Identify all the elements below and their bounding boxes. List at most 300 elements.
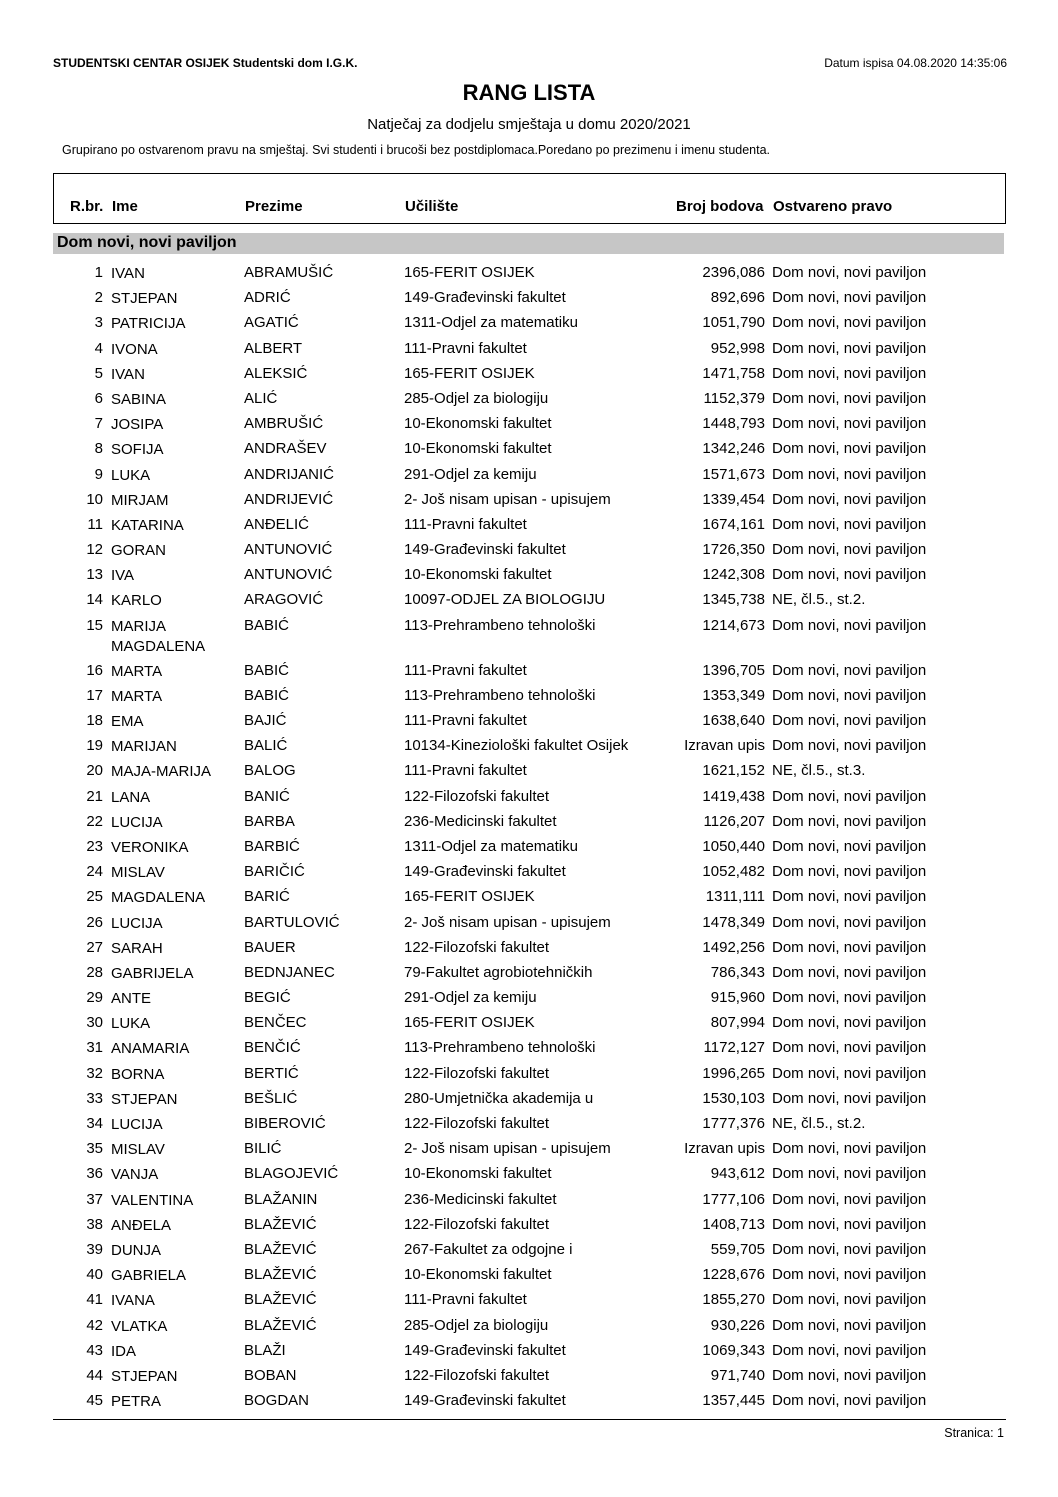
page-number: Stranica: 1 [944, 1426, 1004, 1440]
cell-ime: ANTE [111, 990, 152, 1008]
cell-ime: VLATKA [111, 1317, 168, 1335]
cell-prezime: ANTUNOVIĆ [244, 541, 333, 559]
table-row [0, 565, 1058, 590]
cell-pravo: Dom novi, novi paviljon [772, 1215, 927, 1233]
cell-ime: GORAN [111, 542, 167, 560]
cell-ime: LUCIJA [111, 1116, 163, 1133]
table-row [0, 439, 1058, 464]
cell-rbr: 3 [94, 314, 103, 332]
cell-pravo: Dom novi, novi paviljon [772, 389, 927, 407]
cell-uciliste: 111-Pravni fakultet [404, 515, 527, 533]
cell-pravo: Dom novi, novi paviljon [772, 364, 927, 382]
cell-prezime: BABIĆ [244, 661, 290, 679]
cell-rbr: 16 [86, 661, 103, 679]
table-row [0, 1391, 1058, 1416]
cell-pravo: Dom novi, novi paviljon [772, 339, 927, 357]
cell-ime: MARIJA MAGDALENA [111, 617, 206, 655]
cell-pravo: Dom novi, novi paviljon [772, 541, 927, 559]
cell-bodovi: 1051,790 [702, 314, 765, 332]
cell-rbr: 25 [86, 888, 103, 906]
column-header-rbr: R.br. [70, 198, 104, 215]
cell-prezime: BALOG [244, 762, 296, 780]
cell-rbr: 5 [94, 364, 103, 382]
cell-pravo: Dom novi, novi paviljon [772, 440, 927, 458]
cell-ime: MARTA [111, 687, 163, 705]
cell-ime: MARIJAN [111, 738, 177, 756]
cell-ime: LUCIJA [111, 813, 163, 831]
cell-bodovi: 1448,793 [702, 415, 765, 433]
institution-header: STUDENTSKI CENTAR OSIJEK Studentski dom I.G.K. [53, 56, 358, 70]
cell-rbr: 24 [86, 863, 103, 881]
cell-uciliste: 113-Prehrambeno tehnološki [404, 686, 596, 704]
cell-ime: VERONIKA [111, 838, 189, 856]
cell-uciliste: 149-Građevinski fakultet [404, 1392, 566, 1410]
cell-uciliste: 236-Medicinski fakultet [404, 1190, 557, 1208]
table-row [0, 1190, 1058, 1215]
cell-prezime: BANIĆ [244, 787, 290, 805]
cell-pravo: Dom novi, novi paviljon [772, 1291, 927, 1309]
cell-pravo: Dom novi, novi paviljon [772, 913, 927, 931]
table-row [0, 1341, 1058, 1366]
cell-uciliste: 10-Ekonomski fakultet [404, 1266, 552, 1284]
table-row [0, 313, 1058, 338]
table-row [0, 339, 1058, 364]
cell-uciliste: 122-Filozofski fakultet [404, 1366, 550, 1384]
cell-pravo: Dom novi, novi paviljon [772, 1240, 927, 1258]
table-row [0, 465, 1058, 490]
cell-uciliste: 113-Prehrambeno tehnološki [404, 1039, 596, 1057]
table-row [0, 913, 1058, 938]
cell-ime: MARTA [111, 662, 163, 680]
cell-bodovi: Izravan upis [684, 737, 765, 755]
cell-uciliste: 10097-ODJEL ZA BIOLOGIJU [404, 591, 606, 609]
group-title: Dom novi, novi paviljon [57, 234, 237, 251]
table-row [0, 1038, 1058, 1063]
cell-bodovi: 1069,343 [702, 1341, 765, 1359]
cell-uciliste: 291-Odjel za kemiju [404, 465, 537, 483]
cell-bodovi: 1996,265 [702, 1064, 765, 1082]
cell-prezime: ANDRAŠEV [244, 440, 327, 458]
cell-ime: ANAMARIA [111, 1040, 190, 1058]
table-row [0, 590, 1058, 615]
cell-prezime: BARBIĆ [244, 837, 300, 855]
cell-rbr: 45 [86, 1392, 103, 1410]
cell-rbr: 22 [86, 812, 103, 830]
table-row [0, 988, 1058, 1013]
cell-ime: IVANA [111, 1292, 155, 1310]
cell-prezime: BEDNJANEC [244, 963, 335, 981]
cell-uciliste: 10134-Kineziološki fakultet Osijek [404, 737, 629, 755]
cell-prezime: BLAŽEVIĆ [244, 1316, 317, 1334]
cell-prezime: AGATIĆ [244, 314, 299, 332]
page-description: Grupirano po ostvarenom pravu na smještaj. Svi studenti i brucoši bez postdiplomaca.Poredano po prezimenu i imenu studenta. [62, 143, 771, 157]
cell-pravo: Dom novi, novi paviljon [772, 1392, 927, 1410]
cell-pravo: Dom novi, novi paviljon [772, 661, 927, 679]
cell-prezime: BIBEROVIĆ [244, 1115, 326, 1132]
cell-bodovi: 915,960 [710, 989, 765, 1007]
cell-pravo: Dom novi, novi paviljon [772, 863, 927, 881]
table-row [0, 761, 1058, 786]
cell-bodovi: 1214,673 [702, 616, 765, 634]
cell-pravo: Dom novi, novi paviljon [772, 712, 927, 729]
cell-rbr: 23 [86, 837, 103, 855]
cell-rbr: 4 [94, 339, 103, 357]
column-header-prezime: Prezime [245, 198, 303, 215]
cell-prezime: BEŠLIĆ [244, 1089, 298, 1107]
cell-rbr: 10 [86, 490, 103, 508]
cell-uciliste: 2- Još nisam upisan - upisujem [404, 1140, 611, 1158]
cell-prezime: BLAGOJEVIĆ [244, 1165, 339, 1183]
cell-prezime: BARIĆ [244, 888, 290, 906]
cell-ime: BORNA [111, 1065, 165, 1083]
cell-pravo: Dom novi, novi paviljon [772, 415, 927, 433]
cell-prezime: BLAŽANIN [244, 1190, 318, 1208]
cell-rbr: 33 [86, 1089, 103, 1107]
cell-prezime: ALBERT [244, 339, 303, 357]
group-heading [53, 233, 1004, 254]
table-row [0, 515, 1058, 540]
cell-pravo: Dom novi, novi paviljon [772, 1165, 927, 1183]
cell-bodovi: 1408,713 [702, 1215, 765, 1233]
cell-uciliste: 285-Odjel za biologiju [404, 389, 549, 407]
cell-pravo: NE, čl.5., st.2. [772, 1115, 866, 1132]
table-row [0, 938, 1058, 963]
cell-rbr: 12 [86, 541, 103, 559]
cell-bodovi: 1621,152 [702, 762, 765, 780]
cell-bodovi: 1345,738 [702, 591, 765, 609]
cell-bodovi: 1357,445 [702, 1392, 765, 1410]
cell-prezime: AMBRUŠIĆ [244, 415, 324, 433]
cell-uciliste: 111-Pravni fakultet [404, 661, 527, 679]
table-row [0, 263, 1058, 288]
cell-ime: SOFIJA [111, 441, 164, 459]
table-row [0, 1164, 1058, 1189]
table-row [0, 490, 1058, 515]
cell-uciliste: 122-Filozofski fakultet [404, 1064, 550, 1082]
cell-pravo: Dom novi, novi paviljon [772, 264, 927, 281]
cell-rbr: 27 [86, 938, 103, 956]
table-row [0, 686, 1058, 711]
cell-rbr: 38 [86, 1215, 103, 1233]
cell-rbr: 2 [94, 289, 103, 307]
cell-rbr: 42 [86, 1316, 103, 1334]
cell-prezime: BILIĆ [244, 1140, 282, 1158]
cell-rbr: 44 [86, 1366, 103, 1384]
cell-ime: JOSIPA [111, 416, 164, 434]
cell-bodovi: 786,343 [710, 963, 765, 981]
cell-rbr: 30 [86, 1014, 103, 1032]
cell-bodovi: 1638,640 [702, 712, 765, 729]
cell-pravo: Dom novi, novi paviljon [772, 1014, 927, 1032]
cell-uciliste: 280-Umjetnička akademija u [404, 1089, 594, 1107]
cell-pravo: Dom novi, novi paviljon [772, 1039, 927, 1057]
cell-prezime: ANDRIJANIĆ [244, 465, 335, 483]
cell-pravo: Dom novi, novi paviljon [772, 1190, 927, 1208]
cell-prezime: BABIĆ [244, 616, 290, 634]
cell-uciliste: 111-Pravni fakultet [404, 1291, 527, 1309]
cell-pravo: Dom novi, novi paviljon [772, 989, 927, 1007]
cell-ime: IVAN [111, 365, 145, 383]
cell-rbr: 37 [86, 1190, 103, 1208]
cell-bodovi: 1052,482 [702, 863, 765, 881]
print-date: Datum ispisa 04.08.2020 14:35:06 [824, 56, 1007, 70]
cell-uciliste: 10-Ekonomski fakultet [404, 440, 552, 458]
table-row [0, 1013, 1058, 1038]
cell-ime: STJEPAN [111, 290, 178, 308]
cell-rbr: 34 [86, 1115, 103, 1132]
table-row [0, 1089, 1058, 1114]
cell-pravo: Dom novi, novi paviljon [772, 1140, 927, 1158]
cell-prezime: ALIĆ [244, 389, 278, 407]
cell-prezime: BLAŽEVIĆ [244, 1291, 317, 1309]
cell-ime: DUNJA [111, 1241, 162, 1259]
cell-rbr: 14 [86, 591, 103, 609]
table-row [0, 1114, 1058, 1139]
cell-ime: MAGDALENA [111, 889, 206, 907]
cell-uciliste: 111-Pravni fakultet [404, 339, 527, 357]
cell-uciliste: 149-Građevinski fakultet [404, 289, 566, 307]
cell-ime: KARLO [111, 592, 162, 610]
cell-rbr: 8 [94, 440, 103, 458]
cell-prezime: BOBAN [244, 1366, 297, 1384]
cell-uciliste: 1311-Odjel za matematiku [404, 837, 578, 855]
cell-rbr: 39 [86, 1240, 103, 1258]
cell-pravo: Dom novi, novi paviljon [772, 812, 927, 830]
cell-bodovi: 1674,161 [702, 515, 765, 533]
cell-uciliste: 291-Odjel za kemiju [404, 989, 537, 1007]
cell-rbr: 29 [86, 989, 103, 1007]
cell-bodovi: 1571,673 [702, 465, 765, 483]
cell-uciliste: 149-Građevinski fakultet [404, 541, 566, 559]
cell-rbr: 43 [86, 1341, 103, 1359]
cell-rbr: 1 [94, 264, 103, 281]
table-row [0, 787, 1058, 812]
cell-prezime: ADRIĆ [244, 289, 291, 307]
column-header-ime: Ime [112, 198, 138, 215]
cell-pravo: Dom novi, novi paviljon [772, 314, 927, 332]
table-row [0, 1265, 1058, 1290]
cell-bodovi: 1342,246 [702, 440, 765, 458]
cell-uciliste: 285-Odjel za biologiju [404, 1316, 549, 1334]
cell-bodovi: 1228,676 [702, 1266, 765, 1284]
table-row [0, 1215, 1058, 1240]
cell-ime: STJEPAN [111, 1090, 178, 1108]
cell-prezime: BAJIĆ [244, 712, 287, 729]
cell-ime: MAJA-MARIJA [111, 763, 212, 781]
cell-prezime: BENČEC [244, 1014, 307, 1032]
cell-pravo: Dom novi, novi paviljon [772, 1266, 927, 1284]
cell-pravo: Dom novi, novi paviljon [772, 888, 927, 906]
table-row [0, 1139, 1058, 1164]
cell-pravo: Dom novi, novi paviljon [772, 566, 927, 584]
cell-pravo: Dom novi, novi paviljon [772, 465, 927, 483]
cell-pravo: NE, čl.5., st.3. [772, 762, 866, 780]
cell-bodovi: 952,998 [710, 339, 765, 357]
cell-ime: LUKA [111, 466, 151, 484]
cell-rbr: 28 [86, 963, 103, 981]
table-row [0, 963, 1058, 988]
cell-rbr: 35 [86, 1140, 103, 1158]
cell-uciliste: 79-Fakultet agrobiotehničkih [404, 963, 593, 981]
cell-uciliste: 165-FERIT OSIJEK [404, 264, 535, 281]
cell-pravo: Dom novi, novi paviljon [772, 1366, 927, 1384]
cell-bodovi: 943,612 [710, 1165, 765, 1183]
cell-bodovi: 1050,440 [702, 837, 765, 855]
cell-bodovi: 1419,438 [702, 787, 765, 805]
cell-prezime: BLAŽI [244, 1341, 286, 1359]
table-row [0, 887, 1058, 912]
cell-uciliste: 122-Filozofski fakultet [404, 787, 550, 805]
cell-prezime: BENČIĆ [244, 1039, 301, 1057]
cell-ime: IVA [111, 567, 135, 585]
cell-uciliste: 149-Građevinski fakultet [404, 863, 566, 881]
cell-pravo: NE, čl.5., st.2. [772, 591, 866, 609]
cell-bodovi: 1855,270 [702, 1291, 765, 1309]
cell-bodovi: 807,994 [710, 1014, 765, 1032]
cell-ime: MIRJAM [111, 491, 169, 509]
cell-ime: GABRIJELA [111, 964, 194, 982]
cell-pravo: Dom novi, novi paviljon [772, 490, 927, 508]
cell-uciliste: 236-Medicinski fakultet [404, 812, 557, 830]
cell-ime: PETRA [111, 1393, 162, 1411]
cell-prezime: BLAŽEVIĆ [244, 1266, 317, 1284]
cell-bodovi: Izravan upis [684, 1140, 765, 1158]
cell-bodovi: 1396,705 [702, 661, 765, 679]
cell-uciliste: 165-FERIT OSIJEK [404, 364, 535, 382]
cell-pravo: Dom novi, novi paviljon [772, 1316, 927, 1334]
cell-ime: PATRICIJA [111, 315, 186, 333]
cell-bodovi: 2396,086 [702, 264, 765, 281]
cell-rbr: 26 [86, 913, 103, 931]
cell-bodovi: 1152,379 [703, 389, 765, 407]
table-row [0, 736, 1058, 761]
cell-bodovi: 971,740 [710, 1366, 765, 1384]
cell-prezime: ARAGOVIĆ [244, 591, 324, 609]
cell-pravo: Dom novi, novi paviljon [772, 686, 927, 704]
cell-ime: IVAN [111, 265, 145, 282]
cell-prezime: BABIĆ [244, 686, 290, 704]
cell-prezime: ANDRIJEVIĆ [244, 490, 334, 508]
cell-uciliste: 165-FERIT OSIJEK [404, 888, 535, 906]
cell-bodovi: 1777,106 [702, 1190, 765, 1208]
cell-prezime: ALEKSIĆ [244, 364, 308, 382]
cell-bodovi: 1492,256 [702, 938, 765, 956]
table-row [0, 1240, 1058, 1265]
cell-bodovi: 1478,349 [702, 913, 765, 931]
cell-ime: STJEPAN [111, 1367, 178, 1385]
cell-prezime: BARTULOVIĆ [244, 913, 340, 931]
cell-rbr: 6 [94, 389, 103, 407]
table-row [0, 1366, 1058, 1391]
cell-uciliste: 2- Još nisam upisan - upisujem [404, 490, 611, 508]
cell-rbr: 36 [86, 1165, 103, 1183]
cell-ime: MISLAV [111, 1141, 165, 1159]
cell-prezime: BLAŽEVIĆ [244, 1240, 317, 1258]
cell-uciliste: 122-Filozofski fakultet [404, 1215, 550, 1233]
cell-prezime: ANĐELIĆ [244, 515, 310, 533]
table-row [0, 1064, 1058, 1089]
cell-rbr: 21 [86, 787, 103, 805]
table-row [0, 812, 1058, 837]
cell-pravo: Dom novi, novi paviljon [772, 515, 927, 533]
cell-uciliste: 267-Fakultet za odgojne i [404, 1240, 573, 1258]
cell-uciliste: 111-Pravni fakultet [404, 762, 527, 780]
cell-pravo: Dom novi, novi paviljon [772, 963, 927, 981]
cell-pravo: Dom novi, novi paviljon [772, 1089, 927, 1107]
cell-ime: VANJA [111, 1166, 159, 1184]
cell-ime: KATARINA [111, 516, 184, 534]
cell-prezime: BARIČIĆ [244, 863, 305, 881]
cell-prezime: BERTIĆ [244, 1064, 299, 1082]
cell-uciliste: 149-Građevinski fakultet [404, 1341, 566, 1359]
cell-rbr: 18 [86, 712, 103, 729]
table-body [0, 263, 1058, 1416]
cell-ime: SARAH [111, 939, 163, 957]
table-row [0, 1290, 1058, 1315]
cell-bodovi: 930,226 [710, 1316, 765, 1334]
cell-uciliste: 2- Još nisam upisan - upisujem [404, 913, 611, 931]
table-row [0, 616, 1058, 661]
cell-pravo: Dom novi, novi paviljon [772, 289, 927, 307]
cell-bodovi: 892,696 [710, 289, 765, 307]
cell-ime: LUKA [111, 1015, 151, 1033]
cell-rbr: 20 [86, 762, 103, 780]
cell-bodovi: 1242,308 [702, 566, 765, 584]
cell-ime: SABINA [111, 390, 167, 408]
cell-bodovi: 1126,207 [703, 812, 765, 830]
table-header [53, 173, 1006, 224]
cell-prezime: BEGIĆ [244, 989, 291, 1007]
cell-prezime: BARBA [244, 812, 295, 830]
cell-uciliste: 10-Ekonomski fakultet [404, 566, 552, 584]
cell-uciliste: 10-Ekonomski fakultet [404, 1165, 552, 1183]
table-row [0, 862, 1058, 887]
cell-prezime: BAUER [244, 938, 296, 956]
page-subtitle: Natječaj za dodjelu smještaja u domu 2020/2021 [367, 116, 691, 133]
cell-pravo: Dom novi, novi paviljon [772, 938, 927, 956]
bottom-divider [53, 1419, 1006, 1420]
cell-rbr: 19 [86, 737, 103, 755]
cell-uciliste: 165-FERIT OSIJEK [404, 1014, 535, 1032]
cell-ime: MISLAV [111, 864, 165, 882]
table-row [0, 389, 1058, 414]
cell-rbr: 7 [94, 415, 103, 433]
table-row [0, 661, 1058, 686]
cell-ime: ANĐELA [111, 1216, 172, 1234]
cell-ime: LUCIJA [111, 914, 163, 932]
cell-pravo: Dom novi, novi paviljon [772, 737, 927, 755]
cell-bodovi: 1726,350 [702, 541, 765, 559]
cell-ime: VALENTINA [111, 1191, 194, 1209]
cell-ime: IDA [111, 1342, 137, 1360]
cell-rbr: 41 [86, 1291, 103, 1309]
table-row [0, 711, 1058, 736]
cell-pravo: Dom novi, novi paviljon [772, 1064, 927, 1082]
cell-prezime: BALIĆ [244, 737, 288, 755]
cell-rbr: 13 [86, 566, 103, 584]
cell-bodovi: 1311,111 [705, 888, 765, 906]
cell-bodovi: 1353,349 [702, 686, 765, 704]
cell-prezime: BOGDAN [244, 1392, 310, 1410]
cell-ime: EMA [111, 713, 144, 730]
table-row [0, 540, 1058, 565]
cell-bodovi: 559,705 [710, 1240, 765, 1258]
cell-rbr: 17 [86, 686, 103, 704]
cell-pravo: Dom novi, novi paviljon [772, 1341, 927, 1359]
column-header-pravo: Ostvareno pravo [773, 198, 893, 215]
cell-uciliste: 1311-Odjel za matematiku [404, 314, 578, 332]
cell-rbr: 9 [94, 465, 103, 483]
